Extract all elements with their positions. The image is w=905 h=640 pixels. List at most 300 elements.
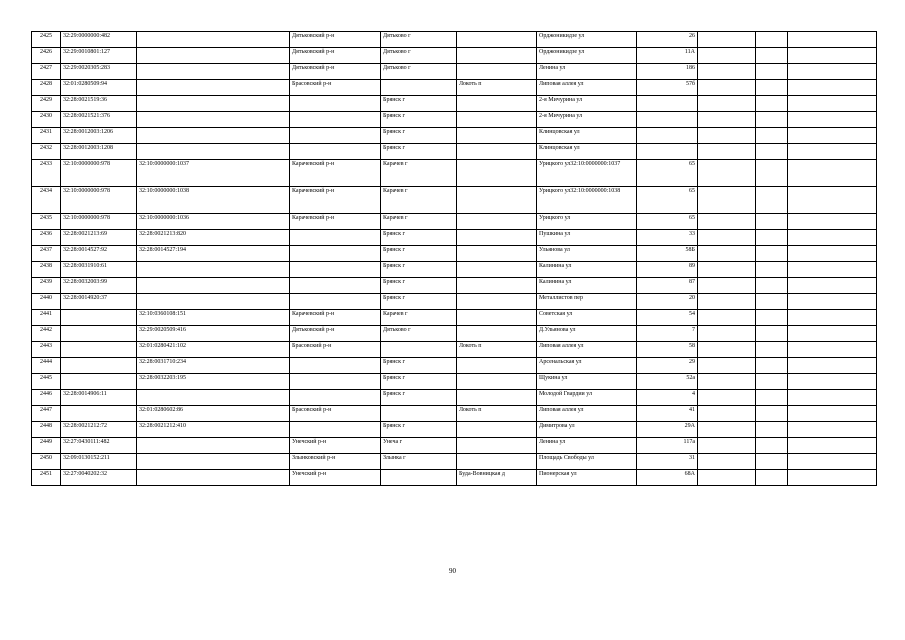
cell-cadastral-number: 32:28:0014527:92 [61,246,137,262]
cell-house-number: 11А [637,48,698,64]
cell-settlement [457,144,537,160]
cell-settlement [457,160,537,187]
cell-extra-1 [698,358,756,374]
cell-street: Урицкого ул32:10:0000000:1037 [537,160,637,187]
cell-cadastral-number: 32:10:0000000:978 [61,160,137,187]
cell-cadastral-number: 32:28:0032003:99 [61,278,137,294]
cell-extra-3 [788,230,877,246]
cell-extra-1 [698,326,756,342]
cell-extra-2 [756,310,788,326]
cell-district [290,96,381,112]
cell-settlement [457,96,537,112]
cell-district: Карачевский р-н [290,214,381,230]
cell-district [290,358,381,374]
cell-extra-2 [756,32,788,48]
cell-extra-1 [698,310,756,326]
cell-extra-1 [698,454,756,470]
cell-city: Брянск г [381,422,457,438]
cell-extra-2 [756,438,788,454]
cell-city [381,470,457,486]
cell-cadastral-number [61,310,137,326]
cell-house-number: 57б [637,80,698,96]
cell-row-number: 2432 [32,144,61,160]
cell-cadastral-number: 32:28:0021519:36 [61,96,137,112]
cell-row-number: 2451 [32,470,61,486]
cell-settlement [457,454,537,470]
table-row [32,342,877,358]
cell-district: Брасовский р-н [290,342,381,358]
cell-street: Ульянова ул [537,246,637,262]
cell-settlement [457,32,537,48]
cell-cadastral-number-2: 32:28:0031710:234 [137,358,290,374]
cell-extra-2 [756,358,788,374]
cell-street: Липовая аллея ул [537,80,637,96]
table-row [32,246,877,262]
cell-settlement [457,187,537,214]
cell-street: Калинина ул [537,262,637,278]
cell-row-number: 2435 [32,214,61,230]
cell-district: Карачевский р-н [290,187,381,214]
cell-settlement [457,112,537,128]
cell-extra-3 [788,160,877,187]
cell-city: Брянск г [381,112,457,128]
cell-street: Арсенальская ул [537,358,637,374]
cell-district [290,374,381,390]
cell-house-number: 29А [637,422,698,438]
table-row [32,454,877,470]
cell-street: Площадь Свободы ул [537,454,637,470]
cell-house-number: 65 [637,214,698,230]
cell-extra-1 [698,422,756,438]
cell-extra-1 [698,187,756,214]
cell-extra-3 [788,48,877,64]
cell-extra-3 [788,112,877,128]
cell-extra-3 [788,32,877,48]
cell-district: Карачевский р-н [290,310,381,326]
cell-row-number: 2431 [32,128,61,144]
cell-cadastral-number-2 [137,294,290,310]
cell-street: Металлистов пер [537,294,637,310]
cell-extra-2 [756,80,788,96]
cell-house-number: 20 [637,294,698,310]
table-row [32,326,877,342]
cell-extra-3 [788,390,877,406]
cell-cadastral-number-2 [137,454,290,470]
cell-district: Брасовский р-н [290,406,381,422]
cell-house-number: 33 [637,230,698,246]
cell-cadastral-number-2 [137,278,290,294]
cell-city: Злынка г [381,454,457,470]
cell-extra-1 [698,96,756,112]
cell-street: Клинцовская ул [537,128,637,144]
table-row [32,406,877,422]
cell-cadastral-number [61,406,137,422]
cell-settlement [457,326,537,342]
cell-extra-2 [756,326,788,342]
cell-cadastral-number: 32:28:0014906:11 [61,390,137,406]
cell-street: Молодой Гвардии ул [537,390,637,406]
cell-cadastral-number-2: 32:10:0000000:1038 [137,187,290,214]
cell-house-number: 41 [637,406,698,422]
cell-extra-1 [698,160,756,187]
cell-street: Клинцовская ул [537,144,637,160]
cell-district: Унечский р-н [290,438,381,454]
cell-extra-1 [698,374,756,390]
cell-street: Липовая аллея ул [537,342,637,358]
cell-settlement [457,438,537,454]
cell-settlement [457,214,537,230]
cell-extra-3 [788,187,877,214]
cell-city: Дятьково г [381,326,457,342]
cell-city: Карачев г [381,310,457,326]
cell-extra-1 [698,48,756,64]
cell-row-number: 2449 [32,438,61,454]
cell-extra-2 [756,144,788,160]
cell-city: Брянск г [381,374,457,390]
table-row [32,230,877,246]
cell-row-number: 2443 [32,342,61,358]
cell-street: Липовая аллея ул [537,406,637,422]
cell-extra-3 [788,326,877,342]
cell-city: Брянск г [381,246,457,262]
cell-extra-2 [756,187,788,214]
cell-cadastral-number-2: 32:29:0020509:416 [137,326,290,342]
table-row [32,262,877,278]
cell-district: Дятьковский р-н [290,64,381,80]
cell-row-number: 2425 [32,32,61,48]
cell-street: Д.Ульянова ул [537,326,637,342]
cell-extra-2 [756,390,788,406]
cell-district: Унечский р-н [290,470,381,486]
cell-extra-1 [698,64,756,80]
cell-cadastral-number: 32:28:0021521:376 [61,112,137,128]
cell-street: Ленина ул [537,438,637,454]
cell-city: Унеча г [381,438,457,454]
cell-row-number: 2426 [32,48,61,64]
cell-cadastral-number: 32:28:0014920:37 [61,294,137,310]
cell-cadastral-number-2 [137,32,290,48]
cell-cadastral-number-2 [137,64,290,80]
table-row [32,310,877,326]
cell-cadastral-number: 32:27:0040202:32 [61,470,137,486]
cell-street: Орджоникидзе ул [537,32,637,48]
cell-house-number: 58Б [637,246,698,262]
cell-extra-2 [756,96,788,112]
cell-extra-2 [756,374,788,390]
cell-house-number: 68А [637,470,698,486]
cell-district [290,246,381,262]
cell-extra-1 [698,80,756,96]
cell-house-number: 52а [637,374,698,390]
cell-city: Карачев г [381,160,457,187]
cell-row-number: 2428 [32,80,61,96]
table-row [32,112,877,128]
cell-row-number: 2430 [32,112,61,128]
cell-extra-3 [788,246,877,262]
cell-cadastral-number-2 [137,262,290,278]
cell-row-number: 2450 [32,454,61,470]
cell-cadastral-number: 32:28:0021212:72 [61,422,137,438]
cell-city [381,80,457,96]
cell-street: Советская ул [537,310,637,326]
cell-row-number: 2444 [32,358,61,374]
cell-row-number: 2437 [32,246,61,262]
cell-extra-3 [788,374,877,390]
cell-district [290,144,381,160]
table-row [32,294,877,310]
cell-city: Брянск г [381,390,457,406]
cell-district: Брасовский р-н [290,80,381,96]
cell-settlement [457,128,537,144]
cell-cadastral-number-2 [137,112,290,128]
table-row [32,48,877,64]
cell-cadastral-number: 32:29:0020305:283 [61,64,137,80]
cell-street: Пушкина ул [537,230,637,246]
cell-row-number: 2446 [32,390,61,406]
cell-cadastral-number: 32:29:0000000:482 [61,32,137,48]
cell-row-number: 2438 [32,262,61,278]
cell-extra-1 [698,470,756,486]
cell-extra-1 [698,32,756,48]
cell-district: Дятьковский р-н [290,326,381,342]
cell-settlement [457,246,537,262]
cell-cadastral-number: 32:01:0280509:94 [61,80,137,96]
cell-house-number: 4 [637,390,698,406]
cell-house-number: 7 [637,326,698,342]
cell-cadastral-number-2: 32:28:0021213:820 [137,230,290,246]
cell-street: Пионерская ул [537,470,637,486]
cell-row-number: 2427 [32,64,61,80]
cell-extra-3 [788,342,877,358]
cell-cadastral-number-2: 32:10:0000000:1037 [137,160,290,187]
cell-house-number [637,128,698,144]
cell-extra-2 [756,470,788,486]
cell-extra-1 [698,278,756,294]
cell-house-number [637,144,698,160]
cell-extra-3 [788,278,877,294]
cell-house-number: 186 [637,64,698,80]
cell-cadastral-number: 32:28:0021213:69 [61,230,137,246]
cell-street: Ленина ул [537,64,637,80]
cell-city [381,406,457,422]
cell-extra-3 [788,310,877,326]
cell-house-number: 87 [637,278,698,294]
cell-cadastral-number-2: 32:28:0014527:194 [137,246,290,262]
cell-extra-2 [756,112,788,128]
cell-extra-3 [788,454,877,470]
cell-cadastral-number-2 [137,128,290,144]
page-number: 90 [449,567,456,575]
table-row [32,374,877,390]
cell-district: Дятьковский р-н [290,32,381,48]
cell-cadastral-number: 32:27:0430111:482 [61,438,137,454]
cell-house-number: 89 [637,262,698,278]
table-row [32,64,877,80]
cell-extra-1 [698,246,756,262]
cell-house-number: 117а [637,438,698,454]
cell-house-number [637,112,698,128]
cell-city: Дятьково г [381,32,457,48]
table-body [32,32,877,486]
registry-table [31,31,877,486]
cell-settlement [457,294,537,310]
cell-row-number: 2447 [32,406,61,422]
cell-extra-1 [698,128,756,144]
table-row [32,278,877,294]
cell-extra-3 [788,358,877,374]
cell-house-number: 65 [637,187,698,214]
cell-district: Дятьковский р-н [290,48,381,64]
cell-extra-2 [756,246,788,262]
cell-district: Карачевский р-н [290,160,381,187]
cell-cadastral-number-2: 32:10:0000000:1036 [137,214,290,230]
cell-extra-1 [698,342,756,358]
cell-settlement [457,310,537,326]
cell-extra-2 [756,262,788,278]
cell-cadastral-number [61,326,137,342]
cell-extra-2 [756,214,788,230]
table-row [32,160,877,187]
cell-extra-1 [698,294,756,310]
cell-row-number: 2441 [32,310,61,326]
cell-extra-3 [788,144,877,160]
cell-cadastral-number-2 [137,80,290,96]
cell-city: Брянск г [381,278,457,294]
cell-extra-3 [788,422,877,438]
cell-cadastral-number: 32:10:0000000:978 [61,187,137,214]
cell-extra-2 [756,64,788,80]
cell-row-number: 2448 [32,422,61,438]
cell-settlement [457,422,537,438]
table-row [32,358,877,374]
table-row [32,128,877,144]
cell-street: Калинина ул [537,278,637,294]
cell-extra-1 [698,144,756,160]
cell-house-number: 65 [637,160,698,187]
cell-house-number: 31 [637,454,698,470]
cell-settlement: Локоть п [457,80,537,96]
cell-extra-1 [698,390,756,406]
cell-district [290,230,381,246]
cell-city: Дятьково г [381,64,457,80]
table-row [32,32,877,48]
cell-cadastral-number [61,342,137,358]
cell-extra-2 [756,160,788,187]
cell-district [290,294,381,310]
cell-cadastral-number-2 [137,144,290,160]
cell-extra-1 [698,214,756,230]
cell-extra-2 [756,128,788,144]
cell-city: Брянск г [381,144,457,160]
table-row [32,422,877,438]
cell-extra-1 [698,438,756,454]
cell-cadastral-number: 32:28:0031910:61 [61,262,137,278]
cell-extra-3 [788,470,877,486]
cell-extra-2 [756,294,788,310]
cell-cadastral-number-2 [137,48,290,64]
cell-extra-2 [756,342,788,358]
cell-district [290,422,381,438]
cell-city: Карачев г [381,187,457,214]
cell-cadastral-number-2: 32:01:0280421:102 [137,342,290,358]
cell-extra-1 [698,230,756,246]
cell-district [290,390,381,406]
cell-street: Щукина ул [537,374,637,390]
cell-city: Брянск г [381,96,457,112]
cell-cadastral-number: 32:28:0012003:1206 [61,128,137,144]
cell-settlement [457,278,537,294]
cell-street: 2-я Мичурина ул [537,112,637,128]
cell-cadastral-number-2 [137,96,290,112]
table-row [32,187,877,214]
cell-city: Брянск г [381,294,457,310]
cell-house-number: 54 [637,310,698,326]
cell-extra-3 [788,96,877,112]
cell-extra-2 [756,406,788,422]
cell-cadastral-number: 32:29:0010801:127 [61,48,137,64]
cell-cadastral-number [61,358,137,374]
cell-cadastral-number [61,374,137,390]
table-row [32,214,877,230]
cell-district [290,128,381,144]
cell-row-number: 2433 [32,160,61,187]
cell-settlement: Локоть п [457,342,537,358]
cell-settlement [457,48,537,64]
table-row [32,470,877,486]
cell-extra-3 [788,406,877,422]
table-row [32,80,877,96]
cell-house-number: 29 [637,358,698,374]
cell-settlement [457,374,537,390]
cell-city: Брянск г [381,262,457,278]
cell-settlement [457,390,537,406]
cell-house-number: 26 [637,32,698,48]
cell-city [381,342,457,358]
cell-settlement [457,358,537,374]
cell-extra-3 [788,438,877,454]
cell-street: Урицкого ул32:10:0000000:1038 [537,187,637,214]
cell-city: Дятьково г [381,48,457,64]
cell-extra-3 [788,128,877,144]
cell-settlement [457,230,537,246]
cell-cadastral-number: 32:10:0000000:978 [61,214,137,230]
cell-extra-2 [756,454,788,470]
cell-settlement [457,262,537,278]
cell-district: Злынковский р-н [290,454,381,470]
cell-extra-1 [698,262,756,278]
cell-extra-3 [788,214,877,230]
cell-street: Димитрова ул [537,422,637,438]
table-row [32,390,877,406]
cell-city: Брянск г [381,230,457,246]
cell-cadastral-number: 32:28:0012003:1208 [61,144,137,160]
cell-cadastral-number-2: 32:10:0360108:151 [137,310,290,326]
cell-cadastral-number-2: 32:01:0280602:86 [137,406,290,422]
cell-settlement [457,64,537,80]
cell-extra-3 [788,294,877,310]
table-row [32,144,877,160]
cell-settlement: Локоть п [457,406,537,422]
cell-cadastral-number-2 [137,438,290,454]
cell-cadastral-number-2 [137,390,290,406]
cell-cadastral-number-2: 32:28:0021212:410 [137,422,290,438]
cell-row-number: 2434 [32,187,61,214]
cell-row-number: 2429 [32,96,61,112]
cell-extra-3 [788,64,877,80]
cell-row-number: 2440 [32,294,61,310]
cell-cadastral-number-2 [137,470,290,486]
cell-extra-2 [756,422,788,438]
